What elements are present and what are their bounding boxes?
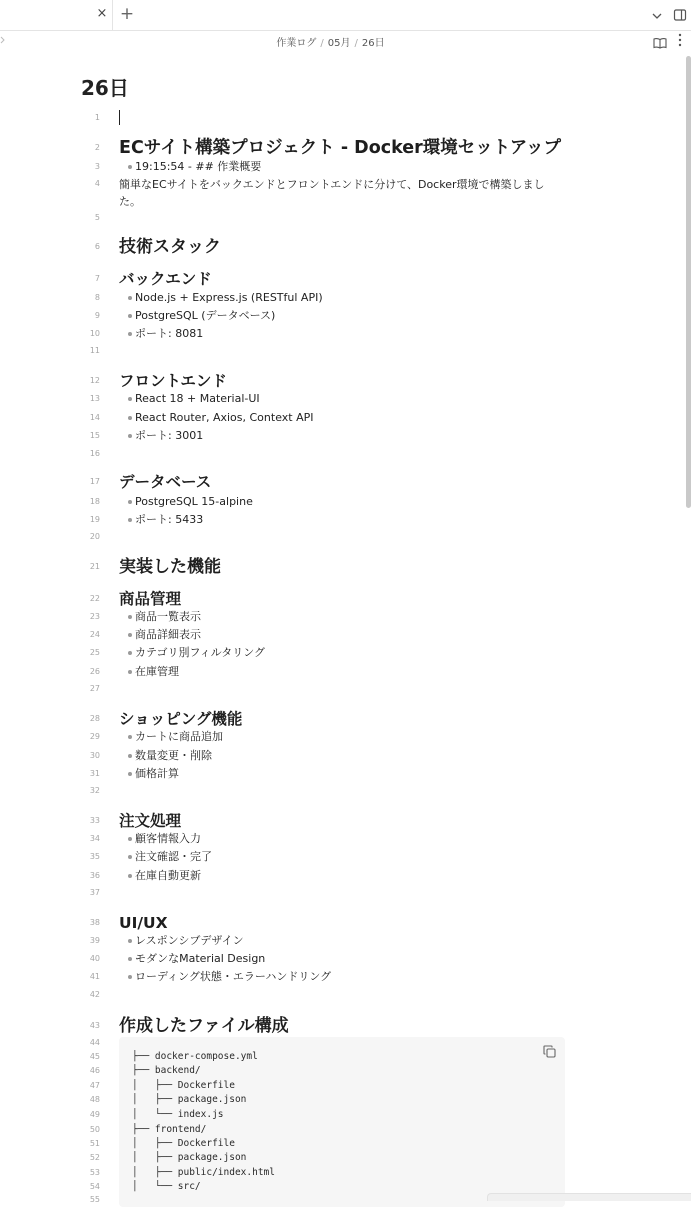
bullet-icon bbox=[128, 837, 132, 841]
code-line: ├── frontend/ bbox=[132, 1124, 207, 1135]
bullet-icon bbox=[128, 957, 132, 961]
line-number: 33 bbox=[89, 816, 100, 825]
line-number: 17 bbox=[89, 477, 100, 486]
line-number: 10 bbox=[89, 329, 100, 338]
bullet-icon bbox=[128, 434, 132, 438]
heading-2: 作成したファイル構成 bbox=[119, 1016, 289, 1036]
bullet-icon bbox=[128, 332, 132, 336]
line-number: 2 bbox=[94, 143, 100, 152]
book-open-icon[interactable] bbox=[653, 34, 667, 46]
bullet-icon bbox=[128, 735, 132, 739]
tab-bar bbox=[0, 0, 691, 31]
close-icon[interactable]: × bbox=[96, 6, 108, 21]
line-number: 12 bbox=[89, 376, 100, 385]
bullet-icon bbox=[128, 772, 132, 776]
line-number: 24 bbox=[89, 630, 100, 639]
line-number: 48 bbox=[89, 1095, 100, 1104]
sidebar-toggle-icon[interactable] bbox=[673, 7, 687, 21]
bullet-icon bbox=[128, 518, 132, 522]
list-item: 顧客情報入力 bbox=[135, 832, 201, 845]
heading-3: データベース bbox=[119, 473, 212, 491]
line-number: 9 bbox=[94, 311, 100, 320]
copy-icon[interactable] bbox=[543, 1043, 556, 1056]
line-number: 26 bbox=[89, 667, 100, 676]
heading-3: 商品管理 bbox=[119, 590, 182, 608]
line-number: 31 bbox=[89, 769, 100, 778]
list-item: カートに商品追加 bbox=[135, 730, 223, 743]
line-number: 1 bbox=[94, 113, 100, 122]
list-item: 在庫自動更新 bbox=[135, 869, 201, 882]
line-number: 25 bbox=[89, 648, 100, 657]
list-item: レスポンシブデザイン bbox=[135, 934, 244, 947]
heading-3: UI/UX bbox=[119, 914, 168, 932]
bullet-icon bbox=[128, 874, 132, 878]
line-number: 41 bbox=[89, 972, 100, 981]
list-item: 商品詳細表示 bbox=[135, 628, 201, 641]
heading-3: バックエンド bbox=[119, 270, 212, 288]
breadcrumb-separator: / bbox=[354, 38, 358, 49]
bullet-icon bbox=[128, 975, 132, 979]
chevron-down-icon[interactable] bbox=[650, 8, 664, 22]
new-tab-button[interactable]: + bbox=[119, 4, 135, 24]
heading-3: 注文処理 bbox=[119, 812, 182, 830]
line-number: 4 bbox=[94, 179, 100, 188]
list-item: 注文確認・完了 bbox=[135, 850, 212, 863]
list-item: ポート: 8081 bbox=[135, 327, 204, 340]
list-item: Node.js + Express.js (RESTful API) bbox=[135, 291, 323, 304]
bullet-icon bbox=[128, 754, 132, 758]
list-item: 在庫管理 bbox=[135, 665, 179, 678]
code-line: │ ├── Dockerfile bbox=[132, 1080, 235, 1091]
breadcrumb-separator: / bbox=[320, 38, 324, 49]
code-line: │ ├── Dockerfile bbox=[132, 1138, 235, 1149]
code-line: │ └── src/ bbox=[132, 1181, 201, 1192]
line-number: 19 bbox=[89, 515, 100, 524]
line-number: 13 bbox=[89, 394, 100, 403]
code-line: │ ├── package.json bbox=[132, 1152, 247, 1163]
active-tab[interactable] bbox=[0, 0, 113, 30]
line-number: 29 bbox=[89, 732, 100, 741]
code-line: │ ├── public/index.html bbox=[132, 1167, 275, 1178]
heading-1: ECサイト構築プロジェクト - Docker環境セットアップ bbox=[119, 138, 562, 158]
list-item: カテゴリ別フィルタリング bbox=[135, 646, 266, 659]
line-number: 32 bbox=[89, 786, 100, 795]
line-number: 37 bbox=[89, 888, 100, 897]
line-number: 20 bbox=[89, 532, 100, 541]
line-number: 21 bbox=[89, 562, 100, 571]
list-item: React Router, Axios, Context API bbox=[135, 411, 314, 424]
heading-2: 実装した機能 bbox=[119, 557, 221, 577]
more-vertical-icon[interactable] bbox=[673, 32, 687, 48]
bullet-icon bbox=[128, 500, 132, 504]
line-number: 14 bbox=[89, 413, 100, 422]
line-number: 5 bbox=[94, 213, 100, 222]
line-number: 51 bbox=[89, 1139, 100, 1148]
code-line: │ └── index.js bbox=[132, 1109, 224, 1120]
line-number: 8 bbox=[94, 293, 100, 302]
line-number: 30 bbox=[89, 751, 100, 760]
list-item: 商品一覧表示 bbox=[135, 610, 201, 623]
bullet-icon bbox=[128, 165, 132, 169]
list-item: 数量変更・削除 bbox=[135, 749, 212, 762]
list-item: ローディング状態・エラーハンドリング bbox=[135, 970, 332, 983]
bullet-icon bbox=[128, 314, 132, 318]
line-number: 47 bbox=[89, 1081, 100, 1090]
list-item: PostgreSQL 15-alpine bbox=[135, 495, 253, 508]
line-number: 16 bbox=[89, 449, 100, 458]
line-number: 45 bbox=[89, 1052, 100, 1061]
list-item: 価格計算 bbox=[135, 767, 179, 780]
list-item: 19:15:54 - ## 作業概要 bbox=[135, 160, 262, 173]
list-item: PostgreSQL (データベース) bbox=[135, 309, 276, 322]
bullet-icon bbox=[128, 855, 132, 859]
list-item: React 18 + Material-UI bbox=[135, 392, 260, 405]
breadcrumb-folder[interactable]: 作業ログ bbox=[276, 38, 317, 49]
view-header bbox=[0, 30, 691, 52]
line-number: 34 bbox=[89, 834, 100, 843]
line-number: 54 bbox=[89, 1182, 100, 1191]
note-title[interactable]: 26日 bbox=[81, 76, 129, 100]
bullet-icon bbox=[128, 416, 132, 420]
list-item: モダンなMaterial Design bbox=[135, 952, 266, 965]
line-number: 36 bbox=[89, 871, 100, 880]
line-number: 39 bbox=[89, 936, 100, 945]
breadcrumb-current[interactable]: 26日 bbox=[361, 38, 385, 49]
line-number: 44 bbox=[89, 1038, 100, 1047]
line-number: 42 bbox=[89, 990, 100, 999]
line-number: 35 bbox=[89, 852, 100, 861]
line-number: 3 bbox=[94, 162, 100, 171]
heading-3: ショッピング機能 bbox=[119, 710, 243, 728]
line-number: 23 bbox=[89, 612, 100, 621]
line-number: 11 bbox=[89, 346, 100, 355]
code-line: ├── docker-compose.yml bbox=[132, 1051, 258, 1062]
line-number: 38 bbox=[89, 918, 100, 927]
line-number: 15 bbox=[89, 431, 100, 440]
bullet-icon bbox=[128, 670, 132, 674]
bullet-icon bbox=[128, 296, 132, 300]
bullet-icon bbox=[128, 633, 132, 637]
code-line: │ ├── package.json bbox=[132, 1094, 247, 1105]
line-number: 43 bbox=[89, 1021, 100, 1030]
paragraph: 簡単なECサイトをバックエンドとフロントエンドに分けて、Docker環境で構築しました。 bbox=[119, 178, 545, 208]
line-number: 50 bbox=[89, 1125, 100, 1134]
bullet-icon bbox=[128, 397, 132, 401]
list-item: ポート: 5433 bbox=[135, 513, 204, 526]
line-number: 7 bbox=[94, 274, 100, 283]
scrollbar-thumb[interactable] bbox=[686, 56, 691, 508]
bullet-icon bbox=[128, 615, 132, 619]
text-cursor bbox=[119, 110, 120, 125]
line-number: 28 bbox=[89, 714, 100, 723]
line-number: 27 bbox=[89, 684, 100, 693]
breadcrumb bbox=[0, 34, 661, 49]
heading-3: フロントエンド bbox=[119, 372, 227, 390]
line-number: 53 bbox=[89, 1168, 100, 1177]
line-number: 52 bbox=[89, 1153, 100, 1162]
line-number: 46 bbox=[89, 1066, 100, 1075]
line-number: 18 bbox=[89, 497, 100, 506]
bullet-icon bbox=[128, 651, 132, 655]
line-number: 40 bbox=[89, 954, 100, 963]
code-line: ├── backend/ bbox=[132, 1065, 201, 1076]
heading-2: 技術スタック bbox=[119, 237, 221, 257]
bullet-icon bbox=[128, 939, 132, 943]
line-number: 49 bbox=[89, 1110, 100, 1119]
breadcrumb-subfolder[interactable]: 05月 bbox=[327, 38, 351, 49]
line-number: 55 bbox=[89, 1195, 100, 1204]
line-number: 22 bbox=[89, 594, 100, 603]
list-item: ポート: 3001 bbox=[135, 429, 204, 442]
line-number: 6 bbox=[94, 242, 100, 251]
